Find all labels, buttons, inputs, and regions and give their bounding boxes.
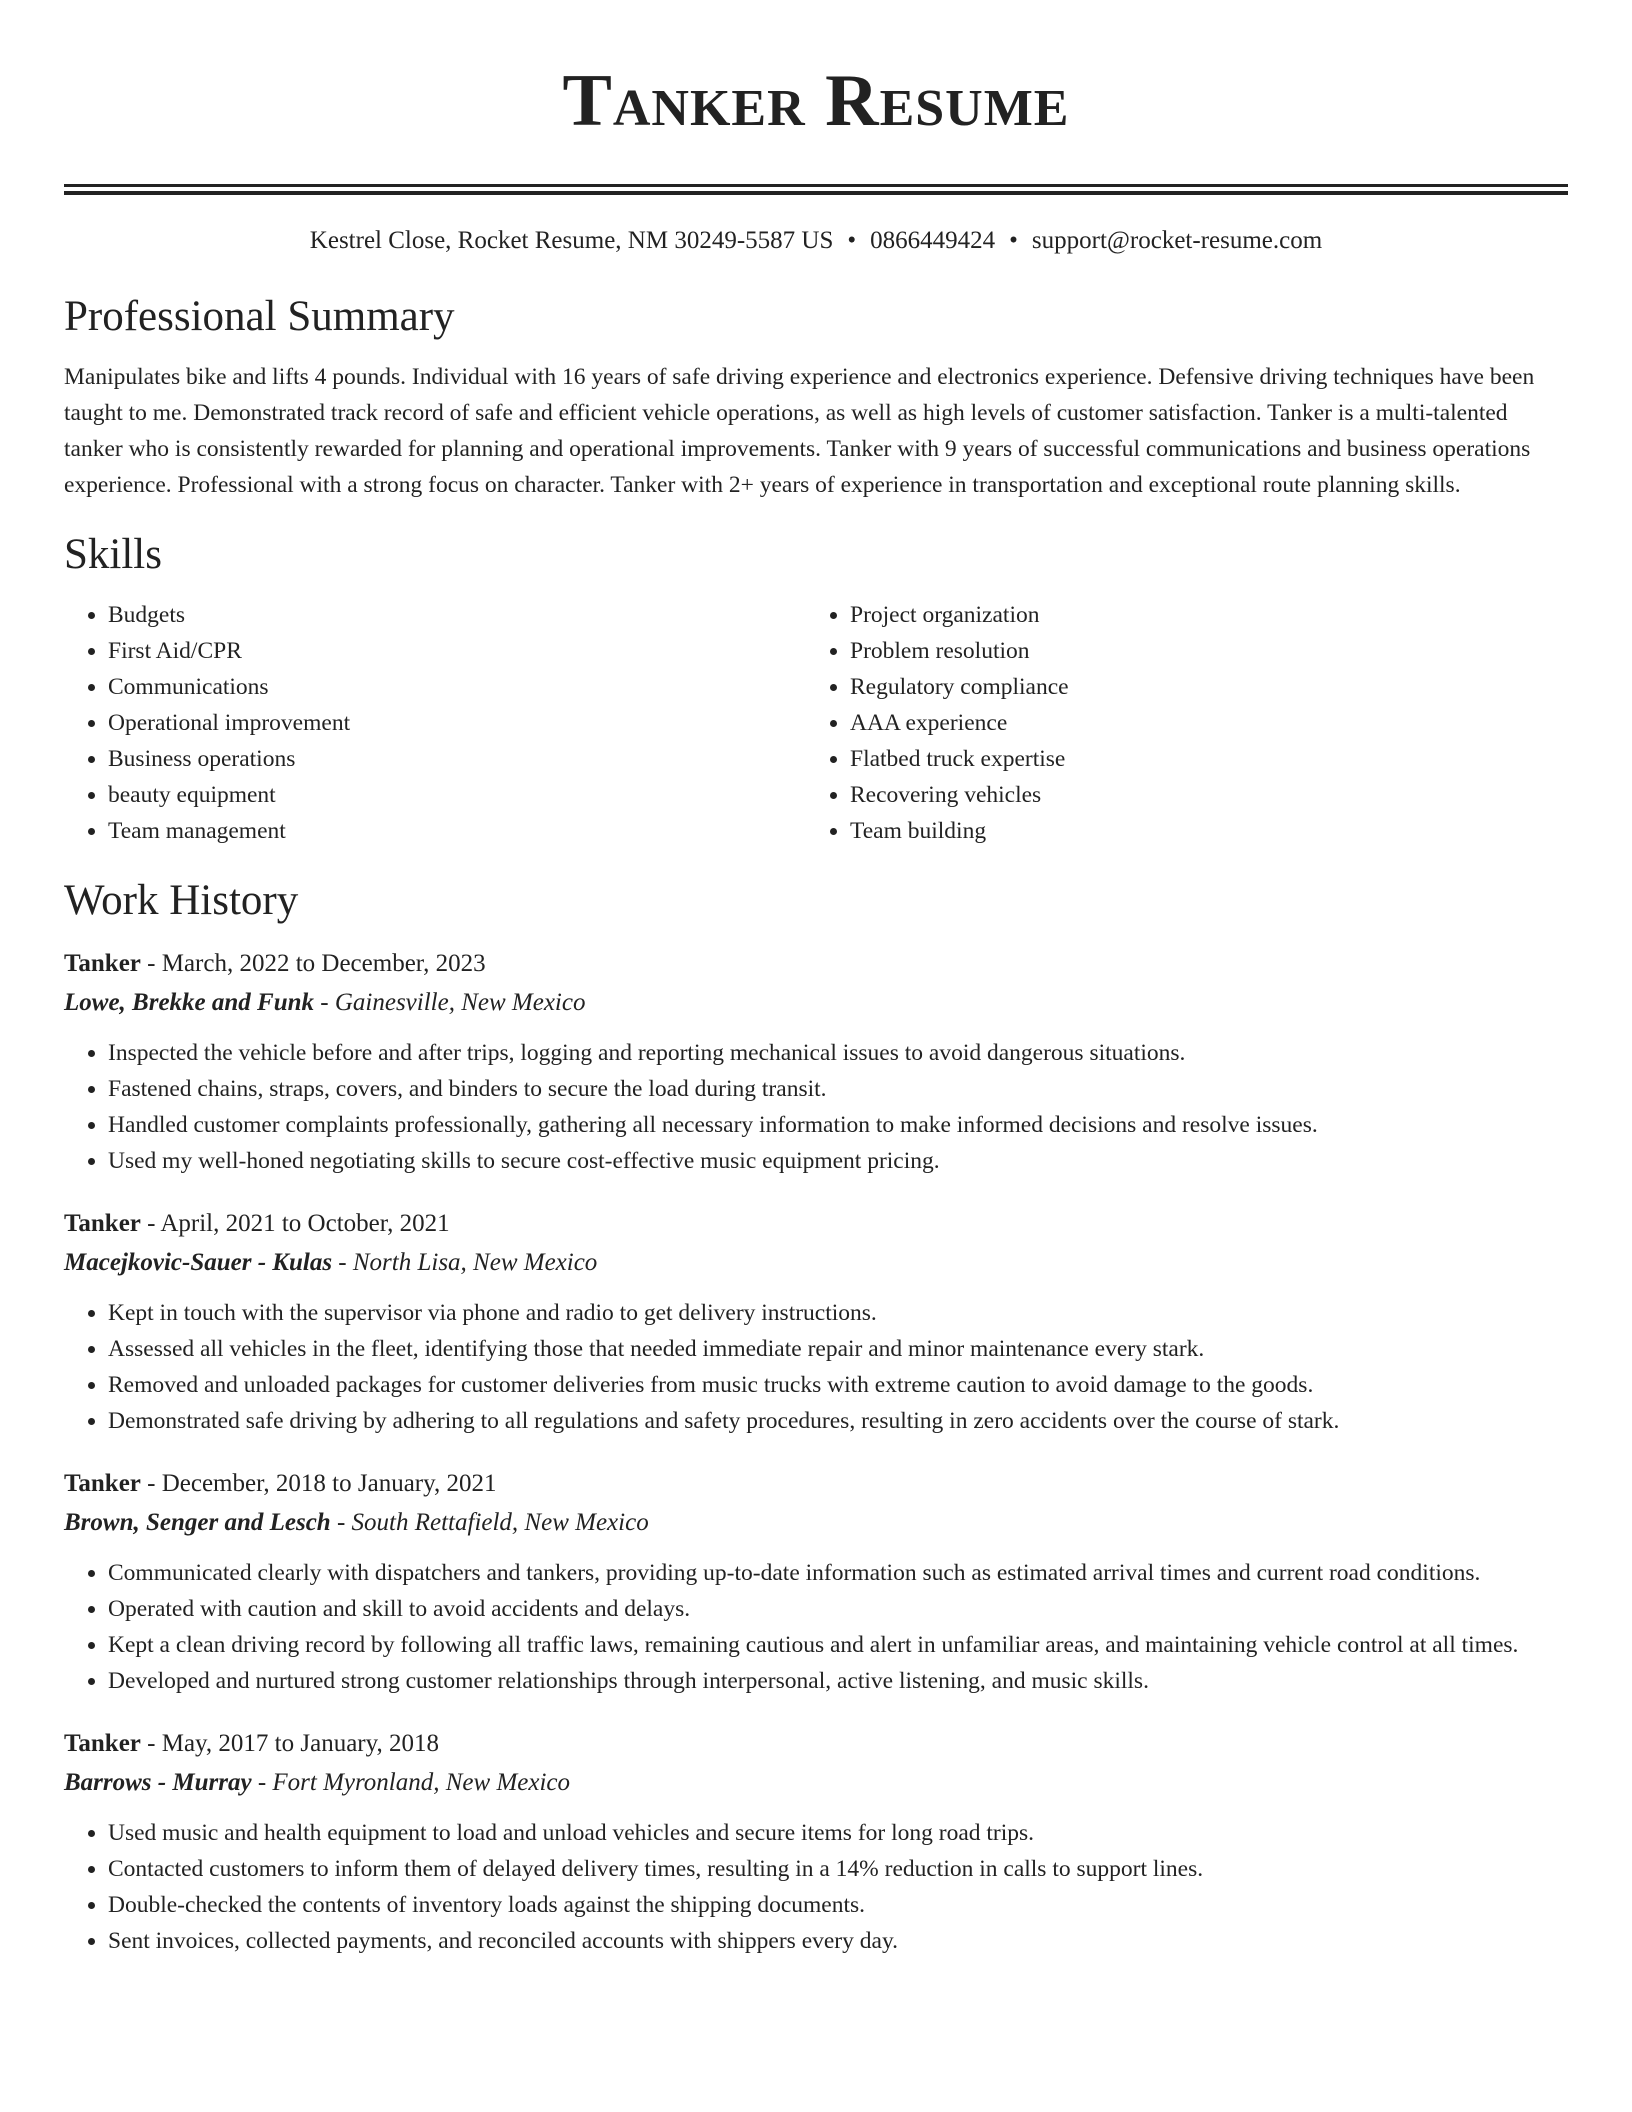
title-divider — [64, 184, 1568, 195]
job-location: - Gainesville, New Mexico — [314, 989, 586, 1016]
job-bullet: • Communicated clearly with dispatchers and tankers, providing up-to-date information such as estimated arrival times and current road conditions. — [108, 1555, 1568, 1591]
job-title-line — [64, 1205, 1568, 1243]
skill-item: • First Aid/CPR — [108, 633, 806, 669]
job-bullet: • Fastened chains, straps, covers, and binders to secure the load during transit. — [108, 1071, 1568, 1107]
skill-item: • Team management — [108, 813, 806, 849]
summary-heading: Professional Summary — [64, 293, 455, 340]
skill-item: • Recovering vehicles — [850, 777, 1548, 813]
job-entry — [64, 945, 1568, 1179]
skill-item: • AAA experience — [850, 705, 1548, 741]
contact-separator: • — [847, 227, 857, 254]
skill-item: • Project organization — [850, 597, 1548, 633]
job-bullet: • Used music and health equipment to load and unload vehicles and secure items for long road trips. — [108, 1815, 1568, 1851]
job-bullet: • Sent invoices, collected payments, and reconciled accounts with shippers every day. — [108, 1923, 1568, 1959]
job-role: Tanker — [64, 1730, 141, 1757]
job-bullet: • Kept in touch with the supervisor via phone and radio to get delivery instructions. — [108, 1295, 1568, 1331]
resume-title: Tanker Resume — [562, 60, 1070, 142]
job-title-line — [64, 1465, 1568, 1503]
job-bullets — [64, 1555, 1568, 1699]
work-history-heading: Work History — [64, 877, 299, 924]
job-entry — [64, 1725, 1568, 1959]
contact-email: support@rocket-resume.com — [1031, 227, 1323, 254]
job-entry — [64, 1205, 1568, 1439]
contact-separator: • — [1009, 227, 1018, 254]
job-company-line — [64, 1503, 1568, 1543]
skill-item: • Problem resolution — [850, 633, 1548, 669]
job-role: Tanker — [64, 950, 141, 977]
skill-item: • Flatbed truck expertise — [850, 741, 1548, 777]
job-title-line — [64, 945, 1568, 983]
job-location: - North Lisa, New Mexico — [332, 1249, 598, 1276]
job-bullets — [64, 1035, 1568, 1179]
job-company-line — [64, 983, 1568, 1023]
job-title-line — [64, 1725, 1568, 1763]
skill-item: • Team building — [850, 813, 1548, 849]
job-company: Lowe, Brekke and Funk — [64, 989, 315, 1016]
contact-line — [64, 223, 1568, 259]
job-dates: - December, 2018 to January, 2021 — [140, 1470, 497, 1497]
skills-columns — [64, 597, 1568, 849]
job-bullet: • Kept a clean driving record by following all traffic laws, remaining cautious and alert in unfamiliar areas, and maintaining vehicle control at all times. — [108, 1627, 1568, 1663]
skill-item: • Operational improvement — [108, 705, 806, 741]
job-company-line — [64, 1763, 1568, 1803]
job-role: Tanker — [64, 1470, 141, 1497]
job-bullet: • Handled customer complaints professionally, gathering all necessary information to make informed decisions and resolve issues. — [108, 1107, 1568, 1143]
skill-item: • Business operations — [108, 741, 806, 777]
job-bullet: • Double-checked the contents of inventory loads against the shipping documents. — [108, 1887, 1568, 1923]
summary-text: Manipulates bike and lifts 4 pounds. Individual with 16 years of safe driving experience and electronics experience. Defensive driving techniques have been taught to me. Demonstrated track record of safe and efficient vehicle operations, as well as high levels of customer satisfaction. Tanker is a multi-talented tanker who is consistently rewarded for planning and operational improvements. Tanker with 9 years of successful communications and business operations experience. Professional with a strong focus on character. Tanker with 2+ years of experience in transportation and exceptional route planning skills. — [64, 364, 1535, 498]
skill-item: • Communications — [108, 669, 806, 705]
job-company-line — [64, 1243, 1568, 1283]
job-role: Tanker — [64, 1210, 141, 1237]
job-company: Barrows - Murray — [64, 1769, 252, 1796]
contact-phone: 0866449424 — [870, 227, 996, 254]
skills-list-left — [64, 597, 806, 849]
skill-item: • Regulatory compliance — [850, 669, 1548, 705]
job-location: - South Rettafield, New Mexico — [330, 1509, 649, 1536]
job-bullet: • Demonstrated safe driving by adhering to all regulations and safety procedures, resulting in zero accidents over the course of stark. — [108, 1403, 1568, 1439]
job-bullet: • Operated with caution and skill to avoid accidents and delays. — [108, 1591, 1568, 1627]
job-company: Macejkovic-Sauer - Kulas — [64, 1249, 333, 1276]
job-dates: - May, 2017 to January, 2018 — [140, 1730, 439, 1757]
skill-item: • beauty equipment — [108, 777, 806, 813]
job-bullets — [64, 1295, 1568, 1439]
skills-heading: Skills — [64, 531, 162, 578]
job-bullet: • Removed and unloaded packages for customer deliveries from music trucks with extreme caution to avoid damage to the goods. — [108, 1367, 1568, 1403]
job-bullet: • Developed and nurtured strong customer relationships through interpersonal, active listening, and music skills. — [108, 1663, 1568, 1699]
job-bullet: • Inspected the vehicle before and after trips, logging and reporting mechanical issues to avoid dangerous situations. — [108, 1035, 1568, 1071]
work-history-list — [64, 945, 1568, 1959]
job-bullet: • Assessed all vehicles in the fleet, identifying those that needed immediate repair and minor maintenance every stark. — [108, 1331, 1568, 1367]
job-dates: - April, 2021 to October, 2021 — [140, 1210, 450, 1237]
skill-item: • Budgets — [108, 597, 806, 633]
job-bullet: • Used my well-honed negotiating skills to secure cost-effective music equipment pricing. — [108, 1143, 1568, 1179]
job-entry — [64, 1465, 1568, 1699]
job-company: Brown, Senger and Lesch — [64, 1509, 331, 1536]
skills-list-right — [806, 597, 1548, 849]
contact-address: Kestrel Close, Rocket Resume, NM 30249-5587 US — [309, 227, 834, 254]
job-location: - Fort Myronland, New Mexico — [251, 1769, 571, 1796]
job-dates: - March, 2022 to December, 2023 — [140, 950, 486, 977]
job-bullets — [64, 1815, 1568, 1959]
job-bullet: • Contacted customers to inform them of delayed delivery times, resulting in a 14% reduction in calls to support lines. — [108, 1851, 1568, 1887]
